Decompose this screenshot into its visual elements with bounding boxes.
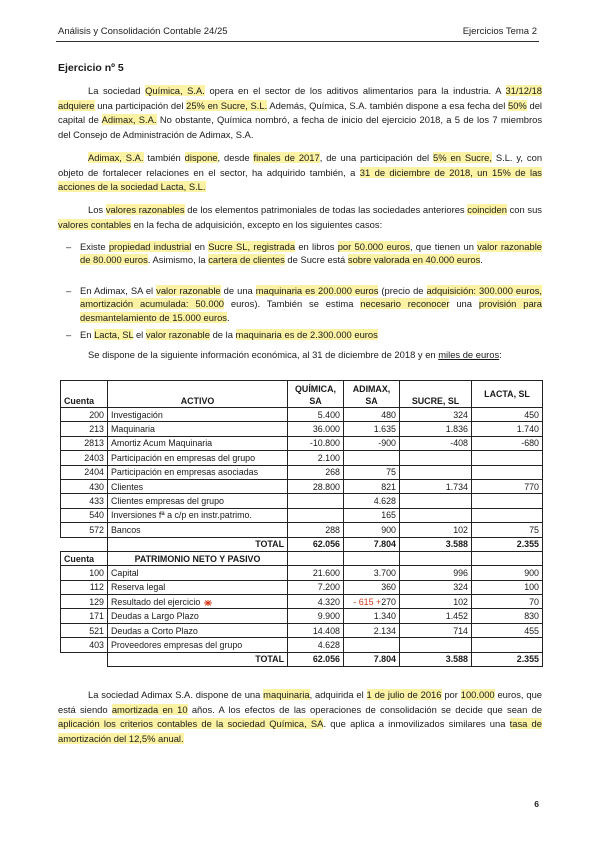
- lacta-cell: 830: [472, 609, 543, 623]
- highlight: provisión para desmantelamiento de 15.000 euros: [80, 298, 543, 323]
- adimax-cell: 75: [344, 465, 400, 479]
- sucre-cell: 102: [400, 595, 472, 609]
- account-code-cell: 2403: [61, 451, 108, 465]
- column-header: LACTA, SL: [472, 381, 543, 408]
- total-label: TOTAL: [108, 537, 288, 551]
- column-header: QUÍMICA, SA: [288, 381, 344, 408]
- column-header: PATRIMONIO NETO Y PASIVO: [108, 551, 288, 565]
- table-row: [61, 580, 543, 594]
- quimica-cell: 28.800: [288, 479, 344, 493]
- bullet-item-3: – En Lacta, SL el valor razonable de la maquinaria es de 2.300.000 euros: [66, 329, 378, 340]
- quimica-cell: 4.320: [288, 595, 344, 609]
- account-name-cell: Clientes: [108, 479, 288, 493]
- sucre-cell: [400, 508, 472, 522]
- total-cell: 62.056: [288, 652, 344, 666]
- bullet-dash: –: [66, 241, 72, 252]
- sucre-cell: 1.452: [400, 609, 472, 623]
- highlight: necesario reconocer: [360, 298, 450, 310]
- adimax-cell: -900: [344, 436, 400, 450]
- activo-total-row: [61, 537, 543, 551]
- account-code-cell: 430: [61, 479, 108, 493]
- account-name-cell: Investigación: [108, 408, 288, 422]
- handwritten-annotation: - 615 +: [353, 596, 382, 607]
- account-name-cell: Resultado del ejercicio: [108, 595, 288, 609]
- lacta-cell: 450: [472, 408, 543, 422]
- bullet-item-1: – Existe propiedad industrial en Sucre SL, registrada en libros por 50.000 euros, que tienen un valor razonable de 80.000 euros. Asimismo, la cartera de clientes de Sucre está sobre valorada en 40.000 euros.: [66, 241, 542, 266]
- adimax-cell: 165: [344, 508, 400, 522]
- account-code-cell: 2404: [61, 465, 108, 479]
- table-row: [61, 465, 543, 479]
- table-row: [61, 479, 543, 493]
- pasivo-total-row: [61, 652, 543, 666]
- account-name-cell: Deudas a Largo Plazo: [108, 609, 288, 623]
- exercise-title: Ejercicio nº 5: [58, 62, 124, 74]
- highlight: dispone: [184, 152, 218, 163]
- quimica-cell: -10.800: [288, 436, 344, 450]
- highlight: Adimax, S.A.: [101, 114, 157, 126]
- account-name-cell: Participación en empresas del grupo: [108, 451, 288, 465]
- highlight: propiedad industrial: [108, 241, 192, 252]
- total-cell: 2.355: [472, 652, 543, 666]
- sucre-cell: [400, 638, 472, 652]
- lacta-cell: [472, 465, 543, 479]
- adimax-cell: [344, 638, 400, 652]
- quimica-cell: 7.200: [288, 580, 344, 594]
- account-code-cell: 2813: [61, 436, 108, 450]
- highlight: 1 de julio de 2016: [366, 689, 442, 700]
- highlight: 50%: [508, 99, 527, 111]
- account-code-cell: 100: [61, 566, 108, 580]
- sucre-cell: 996: [400, 566, 472, 580]
- highlight: maquinaria es de 2.300.000 euros: [235, 329, 378, 340]
- table-row: [61, 595, 543, 609]
- header-section-title: Ejercicios Tema 2: [462, 26, 537, 37]
- sucre-cell: 324: [400, 580, 472, 594]
- highlight: finales de 2017: [253, 152, 320, 163]
- account-name-cell: Deudas a Corto Plazo: [108, 623, 288, 637]
- highlight: valor razonable: [156, 285, 221, 296]
- sucre-cell: 1.836: [400, 422, 472, 436]
- table-row: [61, 494, 543, 508]
- highlight: Química, S.A.: [145, 85, 205, 96]
- highlight: cartera de clientes: [208, 254, 285, 266]
- lacta-cell: -680: [472, 436, 543, 450]
- table-header-row: [61, 381, 543, 408]
- account-name-cell: Capital: [108, 566, 288, 580]
- lacta-cell: 1.740: [472, 422, 543, 436]
- sucre-cell: 102: [400, 523, 472, 537]
- account-name-cell: Amortiz Acum Maquinaria: [108, 436, 288, 450]
- highlight: amortizada en 10: [111, 703, 188, 715]
- column-header: ACTIVO: [108, 381, 288, 408]
- lacta-cell: [472, 638, 543, 652]
- paragraph-3: Los valores razonables de los elementos patrimoniales de todas las sociedades anteriores coinciden con sus valores contables en la fecha de adquisición, excepto en los siguientes casos:: [58, 204, 542, 230]
- adimax-cell: - 615 +270: [344, 595, 400, 609]
- adimax-cell: 3.700: [344, 566, 400, 580]
- column-header: ADIMAX, SA: [344, 381, 400, 408]
- column-header: SUCRE, SL: [400, 381, 472, 408]
- account-code-cell: 403: [61, 638, 108, 652]
- account-code-cell: 213: [61, 422, 108, 436]
- paragraph-4: Se dispone de la siguiente información económica, al 31 de diciembre de 2018 y en miles de euros:: [88, 349, 502, 360]
- total-label: TOTAL: [108, 652, 288, 666]
- quimica-cell: 9.900: [288, 609, 344, 623]
- quimica-cell: [288, 494, 344, 508]
- sucre-cell: 714: [400, 623, 472, 637]
- highlight: Sucre SL, registrada: [208, 241, 296, 252]
- quimica-cell: 4.628: [288, 638, 344, 652]
- column-header: Cuenta: [61, 381, 108, 408]
- highlight: 100.000: [460, 689, 495, 700]
- balance-sheet-table: [60, 380, 543, 667]
- highlight: adquisición: 300.000 euros, amortización acumulada: 50.000: [80, 285, 542, 310]
- bullet-item-2: – En Adimax, SA el valor razonable de una maquinaria es 200.000 euros (precio de adquisición: 300.000 euros, amortización acumulada: 50.000 euros). También se estima necesario reconocer una provisión para desmantelamiento de 15.000 euros.: [66, 285, 543, 323]
- sucre-cell: [400, 451, 472, 465]
- column-header: Cuenta: [61, 551, 108, 565]
- handwritten-star-icon: [203, 598, 213, 606]
- quimica-cell: [288, 508, 344, 522]
- quimica-cell: 21.600: [288, 566, 344, 580]
- table-row: [61, 566, 543, 580]
- lacta-cell: 770: [472, 479, 543, 493]
- adimax-cell: [344, 451, 400, 465]
- account-name-cell: Reserva legal: [108, 580, 288, 594]
- lacta-cell: 455: [472, 623, 543, 637]
- sucre-cell: -408: [400, 436, 472, 450]
- highlight: 25% en Sucre, S.L.: [186, 99, 268, 111]
- highlight: 31 de diciembre de 2018, un 15% de las acciones de la sociedad Lacta, S.L.: [58, 166, 542, 193]
- paragraph-5: La sociedad Adimax S.A. dispone de una maquinaria, adquirida el 1 de julio de 2016 por 100.000 euros, que está siendo amortizada en 10 años. A los efectos de las operaciones de consolidación se decide que sean de aplicación los criterios contables de la sociedad Química, SA. que aplica a inmovilizados similares una tasa de amortización del 12,5% anual.: [58, 689, 543, 744]
- quimica-cell: 2.100: [288, 451, 344, 465]
- quimica-cell: 288: [288, 523, 344, 537]
- sucre-cell: 1.734: [400, 479, 472, 493]
- lacta-cell: 75: [472, 523, 543, 537]
- bullet-dash: –: [66, 329, 72, 340]
- adimax-cell: 4.628: [344, 494, 400, 508]
- lacta-cell: [472, 508, 543, 522]
- page-number: 6: [534, 799, 539, 809]
- account-name-cell: Participación en empresas asociadas: [108, 465, 288, 479]
- table-row: [61, 638, 543, 652]
- table-row: [61, 408, 543, 422]
- account-code-cell: 200: [61, 408, 108, 422]
- lacta-cell: 100: [472, 580, 543, 594]
- table-row: [61, 508, 543, 522]
- underlined-text: miles de euros: [438, 349, 500, 360]
- lacta-cell: 70: [472, 595, 543, 609]
- adimax-cell: 1.340: [344, 609, 400, 623]
- table-row: [61, 436, 543, 450]
- highlight: valores contables: [58, 218, 131, 230]
- highlight: tasa de amortización del 12,5% anual.: [58, 718, 542, 744]
- highlight: 31/12/18 adquiere: [58, 85, 542, 111]
- total-cell: 2.355: [472, 537, 543, 551]
- highlight: valores razonables: [105, 204, 185, 215]
- highlight: 5% en Sucre,: [433, 152, 492, 163]
- adimax-cell: 900: [344, 523, 400, 537]
- total-cell: 62.056: [288, 537, 344, 551]
- account-code-cell: 171: [61, 609, 108, 623]
- account-code-cell: 540: [61, 508, 108, 522]
- account-code-cell: 112: [61, 580, 108, 594]
- adimax-cell: 2.134: [344, 623, 400, 637]
- highlight: Adimax, S.A.: [88, 152, 144, 163]
- quimica-cell: 14.408: [288, 623, 344, 637]
- quimica-cell: 5.400: [288, 408, 344, 422]
- total-cell: 7.804: [344, 652, 400, 666]
- account-name-cell: Maquinaria: [108, 422, 288, 436]
- account-name-cell: Proveedores empresas del grupo: [108, 638, 288, 652]
- sucre-cell: 324: [400, 408, 472, 422]
- highlight: Lacta, SL: [94, 329, 134, 340]
- activo-section: [61, 408, 543, 538]
- total-cell: 3.588: [400, 537, 472, 551]
- table-row: [61, 623, 543, 637]
- account-code-cell: 129: [61, 595, 108, 609]
- highlight: sobre valorada en 40.000 euros: [347, 254, 481, 266]
- total-cell: 3.588: [400, 652, 472, 666]
- adimax-cell: 360: [344, 580, 400, 594]
- sucre-cell: [400, 465, 472, 479]
- total-cell: 7.804: [344, 537, 400, 551]
- table-row: [61, 609, 543, 623]
- paragraph-2: Adimax, S.A. también dispone, desde finales de 2017, de una participación del 5% en Sucre, S.L. y, con objeto de fortalecer relaciones en el sector, ha adquirido también, a 31 de diciembre de 2018, un 15% de las acciones de la sociedad Lacta, S.L.: [58, 152, 543, 193]
- account-code-cell: 572: [61, 523, 108, 537]
- pasivo-header-row: [61, 551, 543, 565]
- table-row: [61, 422, 543, 436]
- highlight: por 50.000 euros: [337, 241, 410, 252]
- quimica-cell: 36.000: [288, 422, 344, 436]
- table-row: [61, 523, 543, 537]
- highlight: maquinaria es 200.000 euros: [255, 285, 379, 296]
- highlight: valor razonable: [145, 329, 210, 340]
- highlight: valor razonable de 80.000 euros: [80, 241, 542, 266]
- paragraph-1: La sociedad Química, S.A. opera en el sector de los aditivos alimentarios para la industria. A 31/12/18 adquiere una participación del 25% en Sucre, S.L. Además, Química, S.A. también dispone a esa fecha del 50% del capital de Adimax, S.A. No obstante, Química nombró, a fecha de inicio del ejercicio 2018, a 5 de los 7 miembros del Consejo de Administración de Adimax, S.A.: [58, 85, 543, 140]
- bullet-dash: –: [66, 285, 72, 296]
- highlight: maquinaria: [263, 689, 310, 700]
- sucre-cell: [400, 494, 472, 508]
- highlight: coinciden: [467, 204, 507, 215]
- adimax-cell: 821: [344, 479, 400, 493]
- account-code-cell: 521: [61, 623, 108, 637]
- account-name-cell: Bancos: [108, 523, 288, 537]
- table-row: [61, 451, 543, 465]
- adimax-cell: 1.635: [344, 422, 400, 436]
- lacta-cell: [472, 494, 543, 508]
- pasivo-section: [61, 566, 543, 652]
- account-name-cell: Clientes empresas del grupo: [108, 494, 288, 508]
- account-code-cell: 433: [61, 494, 108, 508]
- quimica-cell: 268: [288, 465, 344, 479]
- header-course-title: Análisis y Consolidación Contable 24/25: [58, 26, 228, 37]
- highlight: aplicación los criterios contables de la sociedad Química, SA: [58, 718, 324, 730]
- lacta-cell: [472, 451, 543, 465]
- header-rule: [56, 41, 539, 42]
- account-name-cell: Inversiones fª a c/p en instr.patrimo.: [108, 508, 288, 522]
- adimax-cell: 480: [344, 408, 400, 422]
- lacta-cell: 900: [472, 566, 543, 580]
